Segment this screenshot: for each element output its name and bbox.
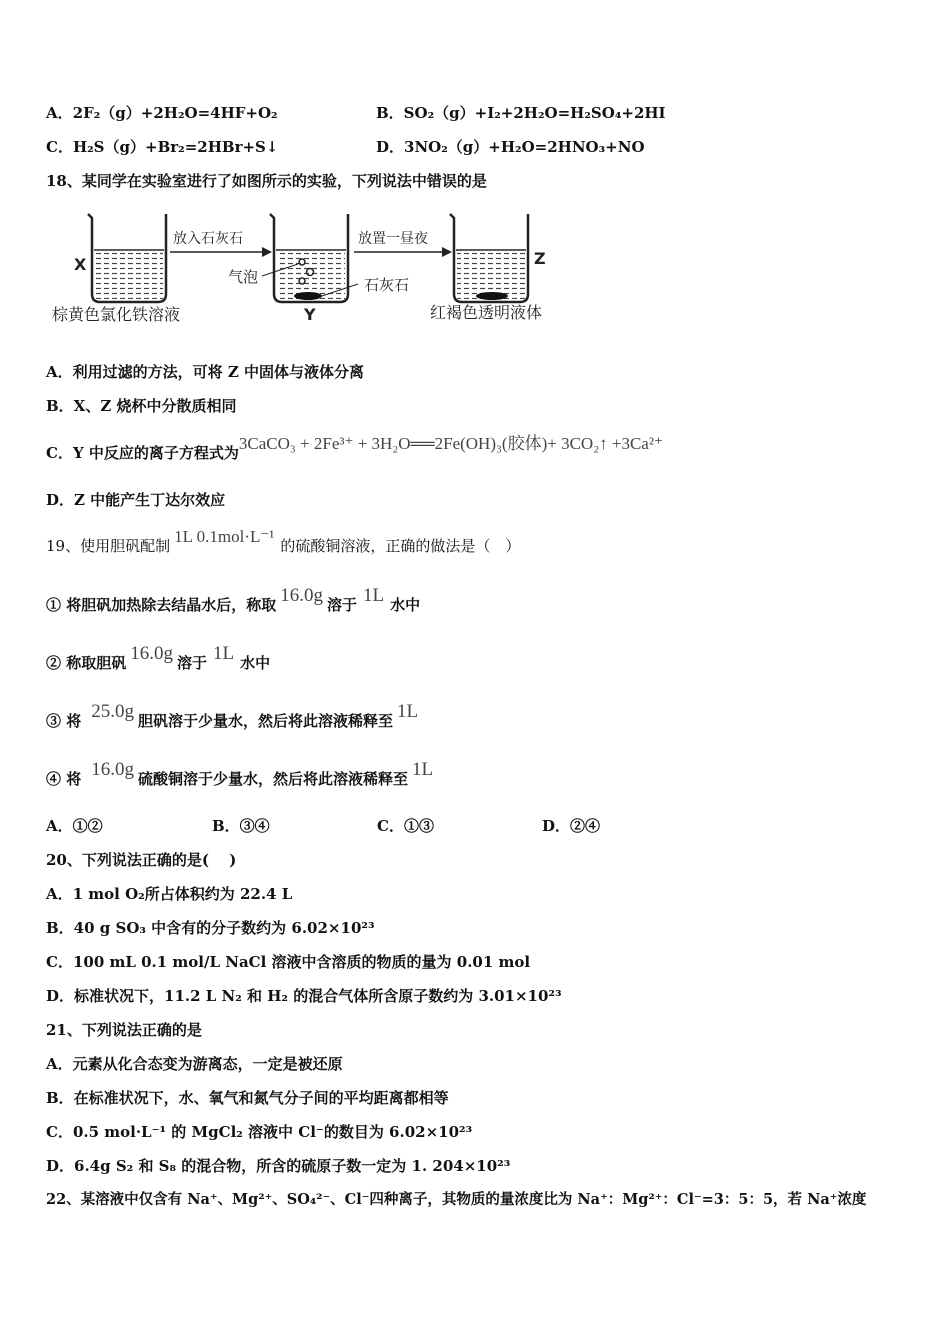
- q19-stem-b: 的硫酸铜溶液，正确的做法是（ ）: [280, 537, 521, 555]
- beaker-x: [88, 214, 166, 302]
- q18-option-c-label: C．Y 中反应的离子方程式为: [46, 444, 239, 462]
- arrow1-icon: [262, 247, 272, 257]
- q19-stem-a: 19、使用胆矾配制: [46, 537, 171, 555]
- q18-equation: 3CaCO₃ + 2Fe³⁺ + 3H₂O══2Fe(OH)₃(胶体)+ 3CO₂↑ +3Ca²⁺: [238, 434, 663, 453]
- q17-option-d: D．3NO₂（g）+H₂O=2HNO₃+NO: [376, 138, 645, 156]
- stone-label: 石灰石: [364, 276, 410, 294]
- label-y: Y: [304, 305, 316, 324]
- q18-option-b: B．X、Z 烧杯中分散质相同: [46, 397, 237, 415]
- q21-option-c: C．0.5 mol·L⁻¹ 的 MgCl₂ 溶液中 Cl⁻的数目为 6.02×10²³: [46, 1123, 473, 1141]
- q19-statement-1: ① 将胆矾加热除去结晶水后，称取 16.0g 溶于 1L 水中: [46, 585, 421, 614]
- q17-option-b: B．SO₂（g）+I₂+2H₂O=H₂SO₄+2HI: [376, 104, 666, 122]
- q19-option-b: B．③④: [212, 817, 270, 835]
- caption-left: 棕黄色氯化铁溶液: [52, 305, 181, 324]
- q19-option-a: A．①②: [46, 817, 103, 835]
- q17-option-c: C．H₂S（g）+Br₂=2HBr+S↓: [46, 138, 279, 156]
- q20-stem: 20、下列说法正确的是( ): [46, 851, 237, 869]
- q21-option-d: D．6.4g S₂ 和 S₈ 的混合物，所含的硫原子数一定为 1. 204×10²³: [46, 1157, 511, 1175]
- q19-stem-math: 1L 0.1mol·L⁻¹: [174, 527, 275, 546]
- q20-option-a: A．1 mol O₂所占体积约为 22.4 L: [46, 885, 293, 903]
- q18-experiment-figure: [40, 206, 570, 336]
- label-z: Z: [534, 249, 546, 268]
- q17-option-a: A．2F₂（g）+2H₂O=4HF+O₂: [46, 104, 278, 122]
- q21-stem: 21、下列说法正确的是: [46, 1021, 202, 1039]
- label-x: X: [74, 255, 87, 274]
- arrow2-icon: [442, 247, 452, 257]
- q18-stem: 18、某同学在实验室进行了如图所示的实验，下列说法中错误的是: [46, 172, 487, 190]
- q19-statement-2: ② 称取胆矾 16.0g 溶于 1L 水中: [46, 643, 271, 672]
- beaker-y: [270, 214, 348, 302]
- q19-option-c: C．①③: [377, 817, 434, 835]
- q21-option-b: B．在标准状况下，水、氧气和氮气分子间的平均距离都相等: [46, 1089, 449, 1107]
- q19-option-d: D．②④: [542, 817, 601, 835]
- arrow2-label: 放置一昼夜: [358, 231, 428, 247]
- q19-statement-4: ④ 将 16.0g 硫酸铜溶于少量水，然后将此溶液稀释至 1L: [46, 759, 434, 788]
- q20-option-b: B．40 g SO₃ 中含有的分子数约为 6.02×10²³: [46, 919, 375, 937]
- q21-option-a: A．元素从化合态变为游离态，一定是被还原: [46, 1055, 343, 1073]
- q18-option-d: D．Z 中能产生丁达尔效应: [46, 491, 226, 509]
- q18-option-c: [46, 434, 663, 463]
- q18-option-a: A．利用过滤的方法，可将 Z 中固体与液体分离: [46, 363, 365, 381]
- q22-stem: 22、某溶液中仅含有 Na⁺、Mg²⁺、SO₄²⁻、Cl⁻四种离子，其物质的量浓度比为 Na⁺：Mg²⁺：Cl⁻=3：5：5，若 Na⁺浓度: [46, 1191, 867, 1208]
- q19-stem: [46, 527, 521, 556]
- q20-option-d: D．标准状况下，11.2 L N₂ 和 H₂ 的混合气体所含原子数约为 3.01×10²³: [46, 987, 562, 1005]
- q20-option-c: C．100 mL 0.1 mol/L NaCl 溶液中含溶质的物质的量为 0.01 mol: [46, 953, 531, 971]
- caption-right: 红褐色透明液体: [430, 303, 543, 322]
- bubble-label: 气泡: [228, 268, 259, 286]
- beaker-z: [450, 214, 528, 302]
- q19-statement-3: ③ 将 25.0g 胆矾溶于少量水，然后将此溶液稀释至 1L: [46, 701, 419, 730]
- arrow1-label: 放入石灰石: [173, 231, 243, 247]
